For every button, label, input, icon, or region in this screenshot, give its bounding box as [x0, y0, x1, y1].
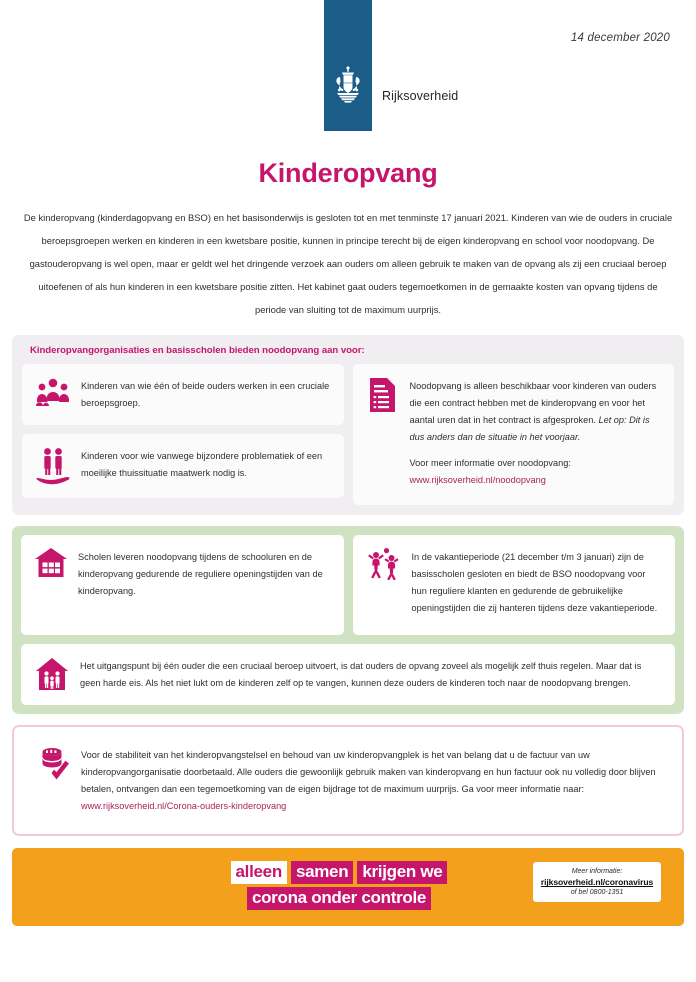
- playing-children-icon: [367, 548, 401, 580]
- card-payment-info-text: [81, 746, 661, 815]
- page-header: [0, 0, 696, 152]
- slogan-word-krijgen-we: krijgen we: [357, 861, 447, 884]
- contract-more-info-label: Voor meer informatie over noodopvang:: [409, 458, 571, 469]
- dutch-coat-of-arms-icon: [330, 65, 366, 105]
- two-people-on-hand-icon: [36, 447, 70, 485]
- intro-paragraph: De kinderopvang (kinderdagopvang en BSO) en het basisonderwijs is gesloten tot en met tenminste 17 januari 2021. Kinderen van wie de ouders in cruciale beroepsgroepen werken en kinderen in een kwetsbare positie, kunnen in principe terecht bij de eigen kinderopvang en school voor noodopvang. De gastouderopvang is wel open, maar er geldt wel het dringende verzoek aan ouders om alleen gebruik te maken van de opvang als zij een cruciaal beroep uitoefenen of als hun kinderen in een kwetsbare positie zitten. Het kabinet gaat ouders tegemoetkomen in de gemaakte kosten van opvang tijdens de periode van sluiting tot de maximum uurprijs.: [23, 212, 673, 316]
- card-vacation-period-text: In de vakantieperiode (21 december t/m 3 januari) zijn de basisscholen gesloten en biedt de BSO noodopvang voor hun reguliere klanten en gedurende de gebruikelijke openingstijden die zij hanteren tijdens deze vakantieperiode.: [411, 552, 658, 614]
- contract-text-emphasis: Let op: Dit is dus anders dan de situatie in het voorjaar.: [409, 415, 650, 443]
- slogan-phrase-corona-onder-controle: corona onder controle: [247, 887, 431, 910]
- card-school-hours-text: Scholen leveren noodopvang tijdens de schooluren en de kinderopvang gedurende de reguliere openingstijden van de kinderopvang.: [78, 552, 323, 597]
- card-home-care-principle-text: Het uitgangspunt bij één ouder die een cruciaal beroep uitvoert, is dat ouders de opvang zoveel als mogelijk zelf thuis regelen. Maar dat is geen harde eis. Als het niet lukt om de kinderen zelf op te vangen, kunnen deze ouders de kinderen toch naar de noodopvang brengen.: [80, 661, 642, 689]
- page-title: Kinderopvang: [258, 158, 438, 188]
- card-home-care-principle: [21, 644, 675, 705]
- card-contract-info-text: [410, 377, 662, 489]
- contract-text-part1: Noodopvang is alleen beschikbaar voor kinderen van ouders die een contract hebben met de kinderopvang en voor het aantal uren dat in het contract is afgesproken.: [409, 381, 657, 426]
- emergency-care-section: [12, 335, 684, 515]
- slogan-word-alleen: alleen: [231, 861, 287, 884]
- card-vacation-period: [353, 535, 676, 635]
- noodopvang-link[interactable]: www.rijksoverheid.nl/noodopvang: [409, 475, 546, 486]
- slogan-line-1: [231, 861, 448, 884]
- emergency-right-column: [353, 364, 675, 505]
- people-group-icon: [36, 377, 70, 407]
- card-working-parents-text: Kinderen van wie één of beide ouders werken in een cruciale beroepsgroep.: [81, 381, 330, 409]
- schools-section: [12, 526, 684, 714]
- organisation-name: Rijksoverheid: [382, 89, 459, 103]
- payment-section: [12, 725, 684, 836]
- slogan-line-2: [231, 887, 448, 910]
- payment-text: Voor de stabiliteit van het kinderopvangstelsel en behoud van uw kinderopvangplek is het van belang dat u de factuur van uw kinderopvangorganisatie doorbetaald. Alle ouders die gewoonlijk gebruik maken van kinderopvang en hun factuur ook nu volledig door blijven betalen, ontvangen dan een tegemoetkoming van de eigen bijdrage tot de maximum uurprijs. Ga voor meer informatie naar:: [81, 750, 656, 795]
- slogan-word-samen: samen: [291, 861, 353, 884]
- card-school-hours: [21, 535, 344, 635]
- emergency-left-column: [22, 364, 344, 498]
- card-contract-info: [353, 364, 675, 505]
- school-building-icon: [35, 548, 67, 578]
- card-payment-info: [22, 735, 674, 826]
- document-contract-icon: [367, 377, 399, 413]
- publication-date: 14 december 2020: [570, 32, 670, 44]
- campaign-slogan: [231, 861, 448, 913]
- coins-check-icon: [38, 746, 70, 782]
- coronavirus-website-link[interactable]: rijksoverheid.nl/coronavirus: [540, 877, 654, 888]
- card-working-parents: [22, 364, 344, 425]
- house-family-icon: [35, 657, 69, 691]
- emergency-care-heading: Kinderopvangorganisaties en basisscholen bieden noodopvang aan voor:: [30, 345, 365, 357]
- card-vulnerable-children: [22, 434, 344, 498]
- banner-info-box: [533, 862, 661, 902]
- info-label: Meer informatie:: [571, 868, 623, 876]
- schools-left-column: [21, 535, 344, 635]
- campaign-banner: [12, 848, 684, 926]
- corona-ouders-kinderopvang-link[interactable]: www.rijksoverheid.nl/Corona-ouders-kinderopvang: [81, 801, 287, 812]
- card-vulnerable-children-text: Kinderen voor wie vanwege bijzondere problematiek of een moeilijke thuissituatie maatwerk nodig is.: [81, 451, 323, 479]
- info-phone: of bel 0800-1351: [570, 889, 624, 897]
- schools-right-column: [353, 535, 676, 635]
- rijksoverheid-logo-bar: [324, 0, 372, 131]
